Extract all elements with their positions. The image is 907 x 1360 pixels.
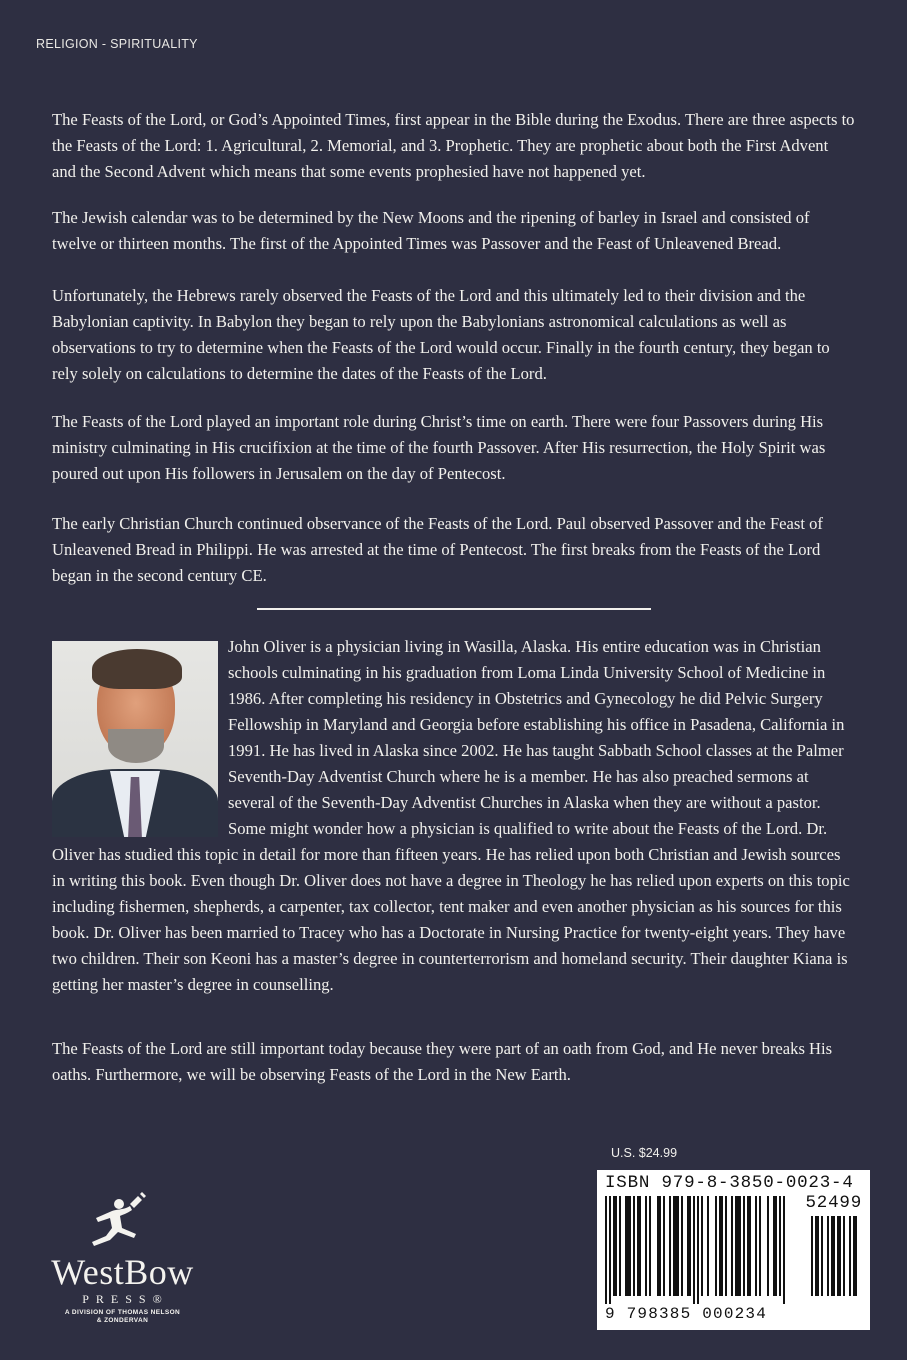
blurb-paragraph-5: The early Christian Church continued observance of the Feasts of the Lord. Paul observed Passover and the Feast of Unleavened Bread in Philippi. He was arrested at the time of Pentecost. The first breaks from the Feasts of the Lord began in the second century CE. — [52, 514, 823, 585]
barcode-bars — [605, 1196, 801, 1304]
ean-number: 9 798385 000234 — [605, 1305, 768, 1323]
section-divider — [257, 608, 651, 610]
publisher-logo — [30, 1190, 215, 1330]
category-label: RELIGION - SPIRITUALITY — [36, 37, 198, 51]
barcode-addon-bars — [811, 1216, 863, 1304]
publisher-division: A DIVISION OF THOMAS NELSON — [64, 1309, 181, 1316]
blurb-paragraph-6: The Feasts of the Lord are still important today because they were part of an oath from God, and He never breaks His oaths. Furthermore, we will be observing Feasts of the Lord in the New Earth. — [52, 1039, 833, 1084]
blurb-paragraph-4: The Feasts of the Lord played an important role during Christ’s time on earth. There were four Passovers during His ministry culminating in His crucifixion at the time of the fourth Passover. After His resurrection, the Holy Spirit was poured out upon His followers in Jerusalem on the day of Pentecost. — [52, 412, 826, 483]
runner-torch-icon — [88, 1190, 158, 1252]
author-bio-section — [52, 634, 855, 998]
publisher-division-2: & ZONDERVAN — [96, 1317, 149, 1324]
publisher-press: PRESS® — [82, 1292, 169, 1306]
author-photo — [52, 641, 218, 837]
price-addon-number: 52499 — [805, 1193, 862, 1213]
publisher-name: WestBow — [51, 1252, 194, 1292]
author-bio-text: John Oliver is a physician living in Wasilla, Alaska. His entire education was in Christian schools culminating in his graduation from Loma Linda University School of Medicine in 1986. After completing his residency in Obstetrics and Gynecology he did Pelvic Surgery Fellowship in Maryland and Georgia before establishing his office in Pasadena, California in 1991. He has lived in Alaska since 2002. He has taught Sabbath School classes at the Palmer Seventh-Day Adventist Church where he is a member. He has also preached sermons at several of the Seventh-Day Adventist Churches in Alaska when they are without a pastor. Some might wonder how a physician is qualified to write about the Feasts of the Lord. Dr. Oliver has studied this topic in detail for more than fifteen years. He has relied upon both Christian and Jewish sources in writing this book. Even though Dr. Oliver does not have a degree in Theology he has relied upon experts on this topic including fishermen, shepherds, a carpenter, tax collector, tent maker and even another physician as his sources for this book. Dr. Oliver has been married to Tracey who has a Doctorate in Nursing Practice for twenty-eight years. They have two children. Their son Keoni has a master’s degree in counterterrorism and homeland security. Their daughter Kiana is getting her master’s degree in counselling. — [52, 637, 850, 994]
blurb-paragraph-3: Unfortunately, the Hebrews rarely observed the Feasts of the Lord and this ultimately led to their division and the Babylonian captivity. In Babylon they began to rely upon the Babylonians astronomical calculations as well as observations to try to determine when the Feasts of the Lord would occur. Finally in the fourth century, they began to rely solely on calculations to determine the dates of the Feasts of the Lord. — [52, 286, 830, 383]
isbn-number: ISBN 979-8-3850-0023-4 — [605, 1173, 854, 1193]
barcode — [597, 1170, 870, 1330]
blurb-paragraph-1: The Feasts of the Lord, or God’s Appointed Times, first appear in the Bible during the Exodus. There are three aspects to the Feasts of the Lord: 1. Agricultural, 2. Memorial, and 3. Prophetic. They are prophetic about both the First Advent and the Second Advent which means that some events prophesied have not happened yet. — [52, 110, 855, 181]
price-label: U.S. $24.99 — [611, 1146, 678, 1160]
blurb-paragraph-2: The Jewish calendar was to be determined by the New Moons and the ripening of barley in Israel and consisted of twelve or thirteen months. The first of the Appointed Times was Passover and the Feast of Unleavened Bread. — [52, 208, 810, 253]
